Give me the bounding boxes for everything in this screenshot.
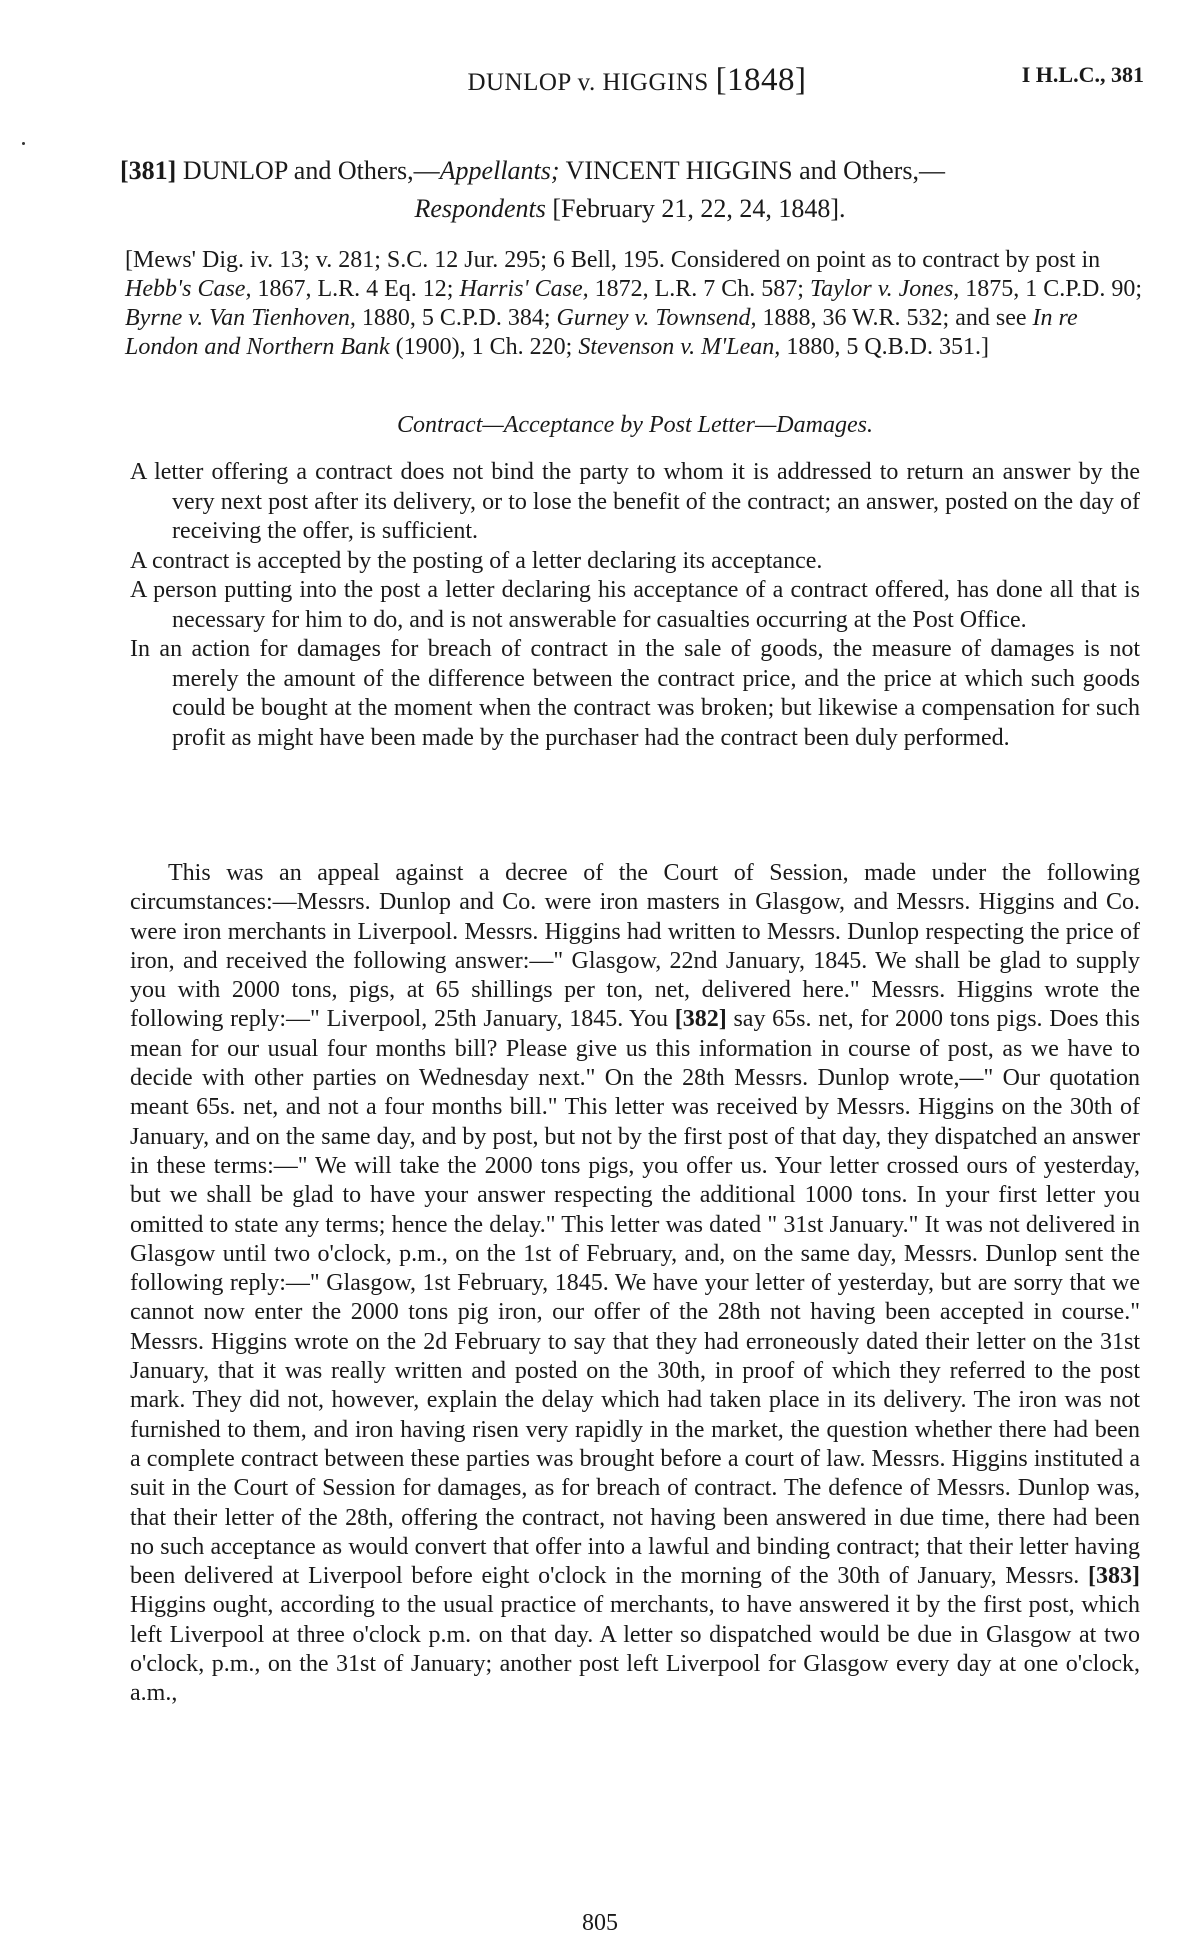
body-text-part: say 65s. net, for 2000 tons pigs. Does this mean for our usual four months bill? Please give us this information in course of post, as we have to decide with other parties on Wednesday next." On the 28th Messrs. Dunlop wrote,—" Our quotation meant 65s. net, and not a four months bill." This letter was received by Messrs. Higgins on the 30th of January, and on the same day, and by post, but not by the first post of that day, they dispatched an answer in these terms:—" We will take the 2000 tons pigs, you offer us. Your letter crossed ours of yesterday, but we shall be glad to have your answer respecting the additional 1000 tons. In your first letter you omitted to state any terms; hence the delay." This letter was dated " 31st January." It was not delivered in Glasgow until two o'clock, p.m., on the 1st of February, and, on the same day, Messrs. Dunlop sent the following reply:—" Glasgow, 1st February, 1845. We have your letter of yesterday, but are sorry that we cannot now enter the 2000 tons pig iron, our offer of the 28th not having been accepted in course." Messrs. Higgins wrote on the 2d February to say that they had erroneously dated their letter on the 31st January, that it was really written and posted on the 30th, in proof of which they referred to the post mark. They did not, however, explain the delay which had taken place in its delivery. The iron was not furnished to them, and iron having risen very rapidly in the market, the question whether there had been a complete contract between these parties was brought before a court of law. Messrs. Higgins instituted a suit in the Court of Session for damages, as for breach of contract. The defence of Messrs. Dunlop was, that their letter of the 28th, offering the contract, not having been answered in due time, there had been no such acceptance as would convert that offer into a lawful and binding contract; that their letter having been delivered at Liverpool before eight o'clock in the morning of the 30th of January, Messrs. <box>130 1006 1141 1590</box>
topic-catchwords: Contract—Acceptance by Post Letter—Damages. <box>397 412 873 438</box>
case-name: Gurney v. Townsend, <box>556 305 757 331</box>
case-title: [381] DUNLOP and Others,—Appellants; VINCENT HIGGINS and Others,— Respondents [February 21, 22, 24, 1848]. <box>120 152 1140 228</box>
headnote: A person putting into the post a letter declaring his acceptance of a contract offered, has done all that is necessary for him to do, and is not answerable for casualties occurring at the Post Office. <box>130 577 1140 633</box>
case-name: Hebb's Case, <box>125 276 252 302</box>
case-title-line2 <box>120 190 1140 228</box>
page-header <box>130 62 1144 102</box>
headnote: A letter offering a contract does not bind the party to whom it is addressed to return an answer by the very next post after its delivery, or to lose the benefit of the contract; an answer, posted on the day of receiving the offer, is sufficient. <box>130 459 1140 544</box>
headnote: A contract is accepted by the posting of a letter declaring its acceptance. <box>130 547 823 574</box>
page-marker: [383] <box>1088 1563 1141 1590</box>
reference-text: (1900), 1 Ch. 220; <box>389 334 579 360</box>
case-name: Byrne v. Van Tienhoven, <box>125 305 356 331</box>
case-facts-paragraph <box>130 859 1140 1709</box>
page-marker: [381] <box>120 156 177 185</box>
appellants-label: Appellants; <box>439 156 560 185</box>
running-title-text: DUNLOP v. HIGGINS <box>467 69 709 96</box>
hearing-dates: [February 21, 22, 24, 1848]. <box>552 194 846 223</box>
page-marker: [382] <box>674 1006 727 1033</box>
appellants-name: DUNLOP and Others, <box>182 156 414 185</box>
reference-text: 1867, L.R. 4 Eq. 12; <box>251 276 460 302</box>
reference-text: [Mews' Dig. iv. 13; v. 281; S.C. 12 Jur. 295; 6 Bell, 195. Considered on point as to contract by post in <box>125 247 1101 273</box>
margin-mark <box>22 142 25 145</box>
page-number: 805 <box>582 1910 618 1936</box>
running-title-year: [1848] <box>715 62 807 98</box>
body-text-part: This was an appeal against a decree of the Court of Session, made under the following circumstances:—Messrs. Dunlop and Co. were iron masters in Glasgow, and Messrs. Higgins and Co. were iron merchants in Liverpool. Messrs. Higgins had written to Messrs. Dunlop respecting the price of iron, and received the following answer:—" Glasgow, 22nd January, 1845. We shall be glad to supply you with 2000 tons, pigs, at 65 shillings per ton, net, delivered here." Messrs. Higgins wrote the following reply:—" Liverpool, 25th January, 1845. You <box>130 860 1140 1033</box>
headnotes <box>130 458 1140 753</box>
running-title <box>130 62 1144 99</box>
case-name: Stevenson v. M'Lean, <box>578 334 781 360</box>
reference-text: 1875, 1 C.P.D. 90; <box>959 276 1142 302</box>
case-name: Harris' Case, <box>459 276 589 302</box>
case-name: Taylor v. Jones, <box>809 276 960 302</box>
report-citation: I H.L.C., 381 <box>1021 62 1144 87</box>
reference-text: 1872, L.R. 7 Ch. 587; <box>588 276 810 302</box>
citation-references <box>125 246 1145 362</box>
case-name: In re London and Northern Bank <box>125 305 1078 360</box>
reference-text: 1880, 5 C.P.D. 384; <box>355 305 557 331</box>
respondents-name: VINCENT HIGGINS and Others, <box>565 156 919 185</box>
respondents-label: Respondents <box>414 194 546 223</box>
headnote: In an action for damages for breach of contract in the sale of goods, the measure of damages is not merely the amount of the difference between the contract price, and the price at which such goods could be bought at the moment when the contract was broken; but likewise a compensation for such profit as might have been made by the purchaser had the contract been duly performed. <box>130 636 1140 751</box>
body-text-part: Higgins ought, according to the usual practice of merchants, to have answered it by the first post, which left Liverpool at three o'clock p.m. on that day. A letter so dispatched would be due in Glasgow at two o'clock, p.m., on the 31st of January; another post left Liverpool for Glasgow every day at one o'clock, a.m., <box>130 1592 1140 1707</box>
reference-text: 1888, 36 W.R. 532; and see <box>756 305 1033 331</box>
reference-text: 1880, 5 Q.B.D. 351.] <box>780 334 989 360</box>
